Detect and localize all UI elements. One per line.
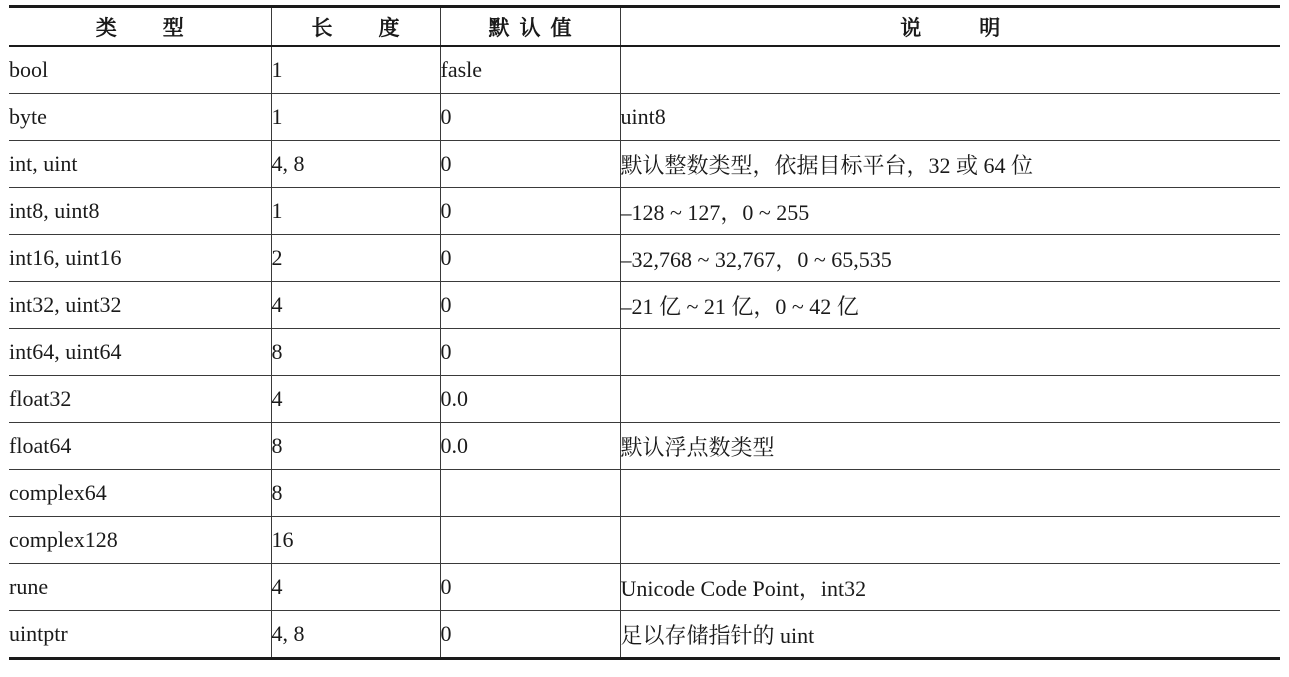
cell-length: 4 — [271, 376, 440, 423]
cell-length: 4, 8 — [271, 141, 440, 188]
table-row — [9, 423, 1280, 470]
cell-length: 4 — [271, 282, 440, 329]
cell-type: int, uint — [9, 141, 271, 188]
header-description: 说明 — [620, 7, 1280, 47]
header-default: 默认值 — [440, 7, 620, 47]
cell-default — [440, 470, 620, 517]
table-row — [9, 282, 1280, 329]
cell-length: 1 — [271, 94, 440, 141]
cell-length: 1 — [271, 188, 440, 235]
cell-type: int64, uint64 — [9, 329, 271, 376]
cell-description — [620, 470, 1280, 517]
cell-default: 0 — [440, 611, 620, 659]
cell-type: float32 — [9, 376, 271, 423]
table-row — [9, 611, 1280, 659]
cell-length: 8 — [271, 423, 440, 470]
cell-type: bool — [9, 46, 271, 94]
table-header — [9, 7, 1280, 47]
cell-description — [620, 517, 1280, 564]
cell-default: 0 — [440, 282, 620, 329]
cell-default: 0 — [440, 564, 620, 611]
cell-description: –21 亿 ~ 21 亿，0 ~ 42 亿 — [620, 282, 1280, 329]
cell-description: –32,768 ~ 32,767，0 ~ 65,535 — [620, 235, 1280, 282]
cell-length: 8 — [271, 470, 440, 517]
cell-description: uint8 — [620, 94, 1280, 141]
cell-description — [620, 376, 1280, 423]
table-body — [9, 46, 1280, 659]
table-row — [9, 235, 1280, 282]
cell-type: byte — [9, 94, 271, 141]
cell-default: 0.0 — [440, 376, 620, 423]
cell-default: 0 — [440, 188, 620, 235]
cell-default: 0 — [440, 235, 620, 282]
cell-type: rune — [9, 564, 271, 611]
cell-length: 16 — [271, 517, 440, 564]
cell-description — [620, 329, 1280, 376]
table-row — [9, 188, 1280, 235]
cell-length: 2 — [271, 235, 440, 282]
table-row — [9, 470, 1280, 517]
cell-default — [440, 517, 620, 564]
cell-default: 0 — [440, 94, 620, 141]
cell-description — [620, 46, 1280, 94]
header-row — [9, 7, 1280, 47]
table-row — [9, 329, 1280, 376]
header-type: 类型 — [9, 7, 271, 47]
table-row — [9, 564, 1280, 611]
cell-length: 4, 8 — [271, 611, 440, 659]
table-row — [9, 46, 1280, 94]
cell-type: int32, uint32 — [9, 282, 271, 329]
cell-default: fasle — [440, 46, 620, 94]
header-length: 长度 — [271, 7, 440, 47]
data-types-table — [9, 5, 1280, 660]
cell-description: 默认浮点数类型 — [620, 423, 1280, 470]
cell-description: 足以存储指针的 uint — [620, 611, 1280, 659]
cell-default: 0.0 — [440, 423, 620, 470]
cell-type: complex128 — [9, 517, 271, 564]
table-row — [9, 376, 1280, 423]
cell-default: 0 — [440, 329, 620, 376]
cell-type: int16, uint16 — [9, 235, 271, 282]
cell-description: Unicode Code Point，int32 — [620, 564, 1280, 611]
table-row — [9, 517, 1280, 564]
cell-length: 1 — [271, 46, 440, 94]
cell-length: 8 — [271, 329, 440, 376]
cell-type: uintptr — [9, 611, 271, 659]
cell-length: 4 — [271, 564, 440, 611]
cell-type: float64 — [9, 423, 271, 470]
cell-description: 默认整数类型，依据目标平台，32 或 64 位 — [620, 141, 1280, 188]
cell-description: –128 ~ 127，0 ~ 255 — [620, 188, 1280, 235]
table-row — [9, 141, 1280, 188]
cell-type: int8, uint8 — [9, 188, 271, 235]
table-row — [9, 94, 1280, 141]
cell-type: complex64 — [9, 470, 271, 517]
cell-default: 0 — [440, 141, 620, 188]
